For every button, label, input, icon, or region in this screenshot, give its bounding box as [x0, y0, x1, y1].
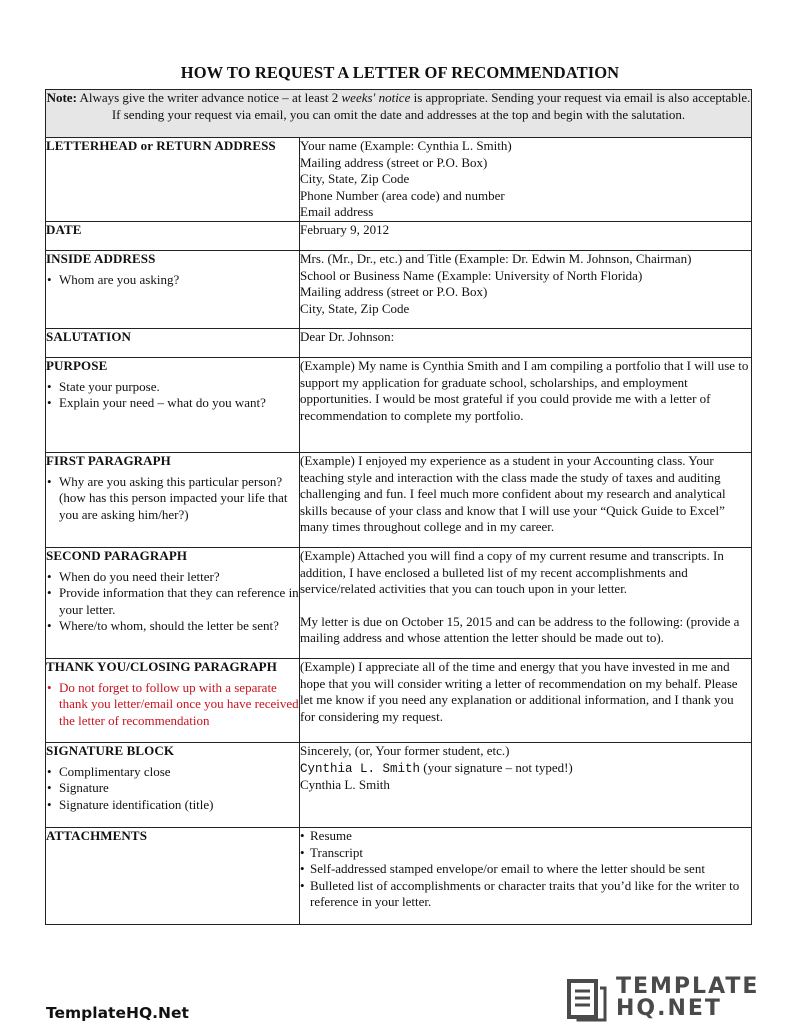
date-value: February 9, 2012	[300, 222, 390, 237]
document-icon	[566, 978, 608, 1022]
second-paragraph-label: SECOND PARAGRAPH	[46, 548, 188, 563]
salutation-label: SALUTATION	[46, 329, 132, 344]
purpose-row	[46, 358, 752, 453]
attachments-label: ATTACHMENTS	[46, 828, 148, 843]
signature-name: Cynthia L. Smith	[300, 777, 390, 793]
attachment-item: • Bulleted list of accomplishments or character traits that you’d like for the writer to reference in your letter.	[300, 878, 751, 911]
letterhead-row	[46, 138, 752, 222]
date-label: DATE	[46, 222, 82, 237]
logo-line-2: HQ.NET	[616, 996, 722, 1021]
signature-bullet: • Signature	[46, 780, 299, 797]
inside-address-line: Mrs. (Mr., Dr., etc.) and Title (Example: Dr. Edwin M. Johnson, Chairman)	[300, 251, 692, 266]
inside-address-bullet: • Whom are you asking?	[46, 272, 299, 289]
letterhead-label: LETTERHEAD or RETURN ADDRESS	[46, 138, 276, 153]
date-row	[46, 222, 752, 251]
signature-bullet: • Complimentary close	[46, 764, 299, 781]
note-cell	[46, 90, 752, 138]
second-paragraph-row	[46, 548, 752, 659]
purpose-bullet: • State your purpose.	[46, 379, 299, 396]
inside-address-line: Mailing address (street or P.O. Box)	[300, 284, 488, 300]
purpose-example-text: (Example) My name is Cynthia Smith and I am compiling a portfolio that I will use to support my application for graduate school, scholarships, and employment opportunities. I would be most grateful if you could provide me with a letter of recommendation to complete my portfolio.	[300, 358, 749, 423]
second-paragraph-bullet: • Provide information that they can reference in your letter.	[46, 585, 299, 618]
note-text-start: Always give the writer advance notice – at least 2	[76, 90, 342, 105]
salutation-row	[46, 329, 752, 358]
footer-logo	[566, 974, 760, 1026]
second-paragraph-bullet: • Where/to whom, should the letter be sent?	[46, 618, 299, 635]
letterhead-line: Mailing address (street or P.O. Box)	[300, 154, 488, 170]
salutation-value: Dear Dr. Johnson:	[300, 329, 395, 344]
inside-address-line: City, State, Zip Code	[300, 300, 410, 316]
second-paragraph-due-text: My letter is due on October 15, 2015 and can be address to the following: (provide a mailing address and whose attention the letter should be made out to).	[300, 613, 740, 646]
purpose-label: PURPOSE	[46, 358, 108, 373]
note-label: Note:	[46, 90, 77, 105]
first-paragraph-example-text: (Example) I enjoyed my experience as a student in your Accounting class. Your teaching style and interaction with the class made the study of taxes and auditing challenging and fun. I feel much more confident about my research and analytical skills because of your class and know that I will use your “Quick Guide to Excel” many times throughout college and in my career.	[300, 453, 726, 535]
inside-address-label: INSIDE ADDRESS	[46, 251, 156, 266]
letterhead-line: Your name (Example: Cynthia L. Smith)	[300, 138, 512, 153]
letterhead-line: Phone Number (area code) and number	[300, 187, 505, 203]
note-row	[46, 90, 752, 138]
footer-site-name: TemplateHQ.Net	[46, 1004, 189, 1022]
first-paragraph-row	[46, 453, 752, 548]
closing-warning-bullet: • Do not forget to follow up with a separate thank you letter/email once you have received the letter of recommendation	[46, 680, 299, 730]
closing-label: THANK YOU/CLOSING PARAGRAPH	[46, 659, 277, 674]
note-text-end: is appropriate. Sending your request via email is also acceptable. If sending your request via email, you can omit the date and addresses at the top and begin with the salutation.	[111, 90, 751, 122]
closing-example-text: (Example) I appreciate all of the time and energy that you have invested in me and hope that you will consider writing a letter of recommendation on my behalf. Please let me know if you need any explanation or additional information, and I thank you for considering my request.	[300, 659, 738, 724]
attachment-item: • Resume	[300, 828, 751, 845]
inside-address-line: School or Business Name (Example: University of North Florida)	[300, 267, 643, 283]
page-title: HOW TO REQUEST A LETTER OF RECOMMENDATION	[180, 63, 620, 82]
letterhead-line: City, State, Zip Code	[300, 171, 410, 187]
second-paragraph-example-text: (Example) Attached you will find a copy of my current resume and transcripts. In addition, I have enclosed a bulleted list of my recent accomplishments and service/related activities that you can touch upon in your letter.	[300, 548, 724, 597]
signature-row	[46, 743, 752, 828]
note-emphasis: weeks' notice	[341, 90, 411, 105]
logo-wordmark	[616, 976, 759, 1020]
attachment-item: • Transcript	[300, 845, 751, 862]
closing-row	[46, 659, 752, 743]
signature-script: Cynthia L. Smith	[300, 761, 421, 776]
signature-note: (your signature – not typed!)	[423, 759, 573, 775]
logo-line-1: TEMPLATE	[616, 974, 760, 999]
signature-label: SIGNATURE BLOCK	[46, 743, 175, 758]
second-paragraph-bullet: • When do you need their letter?	[46, 569, 299, 586]
signature-close: Sincerely, (or, Your former student, etc.)	[300, 743, 510, 758]
inside-address-row	[46, 251, 752, 329]
recommendation-guide-table	[45, 89, 752, 925]
purpose-bullet: • Explain your need – what do you want?	[46, 395, 299, 412]
attachment-item: • Self-addressed stamped envelope/or email to where the letter should be sent	[300, 861, 751, 878]
signature-line	[300, 760, 751, 778]
attachments-row	[46, 828, 752, 925]
signature-bullet: • Signature identification (title)	[46, 797, 299, 814]
letterhead-line: Email address	[300, 204, 374, 220]
first-paragraph-bullet: • Why are you asking this particular person? (how has this person impacted your life that you are asking him/her?)	[46, 474, 299, 524]
first-paragraph-label: FIRST PARAGRAPH	[46, 453, 171, 468]
